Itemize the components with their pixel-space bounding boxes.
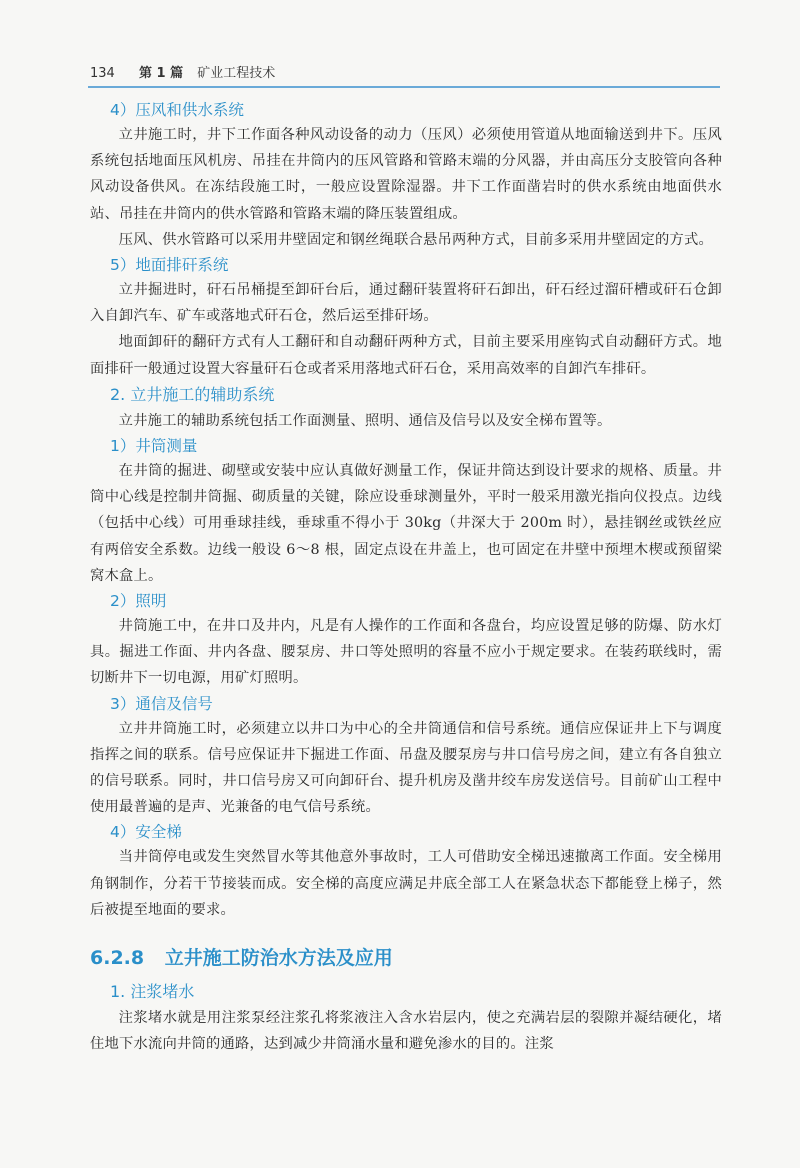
heading-shaft-survey: 1）井筒测量 xyxy=(110,437,198,456)
paragraph: 注浆堵水就是用注浆泵经注浆孔将浆液注入含水岩层内，使之充满岩层的裂隙并凝结硬化，堵住地下水流向井筒的通路，达到减少井筒涌水量和避免渗水的目的。注浆 xyxy=(90,1010,722,1053)
page-content xyxy=(90,98,722,1057)
heading-auxiliary-systems: 2. 立井施工的辅助系统 xyxy=(110,384,275,404)
paragraph: 井筒施工中，在井口及井内，凡是有人操作的工作面和各盘台，均应设置足够的防爆、防水灯具。掘进工作面、井内各盘、腰泵房、井口等处照明的容量不应小于规定要求。在装药联线时，需切断井下一切电源，用矿灯照明。 xyxy=(90,618,722,687)
section-heading xyxy=(90,943,722,973)
paragraph: 立井掘进时，矸石吊桶提至卸矸台后，通过翻矸装置将矸石卸出，矸石经过溜矸槽或矸石仓卸入自卸汽车、矿车或落地式矸石仓，然后运至排矸场。 xyxy=(90,282,722,325)
section-number: 6.2.8 xyxy=(90,947,145,970)
heading-surface-muck-removal: 5）地面排矸系统 xyxy=(110,256,229,275)
heading-grouting: 1. 注浆堵水 xyxy=(110,982,195,1002)
paragraph: 当井筒停电或发生突然冒水等其他意外事故时，工人可借助安全梯迅速撤离工作面。安全梯用角钢制作，分若干节接装而成。安全梯的高度应满足井底全部工人在紧急状态下都能登上梯子，然后被提至地面的要求。 xyxy=(90,849,722,918)
heading-compressed-air-water: 4）压风和供水系统 xyxy=(110,101,244,119)
heading-safety-ladder: 4）安全梯 xyxy=(110,823,182,842)
page-number: 134 xyxy=(90,66,115,81)
part-label: 第 1 篇 xyxy=(138,66,184,81)
paragraph: 压风、供水管路可以采用井壁固定和钢丝绳联合悬吊两种方式，目前多采用井壁固定的方式。 xyxy=(118,231,713,248)
part-title: 矿业工程技术 xyxy=(197,66,276,81)
running-header xyxy=(90,62,720,84)
paragraph: 立井施工的辅助系统包括工作面测量、照明、通信及信号以及安全梯布置等。 xyxy=(118,412,612,429)
paragraph: 地面卸矸的翻矸方式有人工翻矸和自动翻矸两种方式，目前主要采用座钩式自动翻矸方式。地面排矸一般通过设置大容量矸石仓或者采用落地式矸石仓，采用高效率的自卸汽车排矸。 xyxy=(90,334,722,377)
paragraph: 立井井筒施工时，必须建立以井口为中心的全井筒通信和信号系统。通信应保证井上下与调度指挥之间的联系。信号应保证井下掘进工作面、吊盘及腰泵房与井口信号房之间，建立有各自独立的信号联系。同时，井口信号房又可向卸矸台、提升机房及凿井绞车房发送信号。目前矿山工程中使用最普遍的是声、光兼备的电气信号系统。 xyxy=(90,720,722,816)
paragraph: 在井筒的掘进、砌壁或安装中应认真做好测量工作，保证井筒达到设计要求的规格、质量。井筒中心线是控制井筒掘、砌质量的关键，除应设垂球测量外，平时一般采用激光指向仪投点。边线（包括中心线）可用垂球挂线，垂球重不得小于 30kg（井深大于 200m 时），悬挂钢丝或铁丝应有两倍安全系数。边线一般设 6～8 根，固定点设在井盖上，也可固定在井壁中预埋木楔或预留梁窝木盒上。 xyxy=(90,463,722,584)
paragraph: 立井施工时，井下工作面各种风动设备的动力（压风）必须使用管道从地面输送到井下。压风系统包括地面压风机房、吊挂在井筒内的压风管路和管路末端的分风器，并由高压分支胶管向各种风动设备供风。在冻结段施工时，一般应设置除湿器。井下工作面凿岩时的供水系统由地面供水站、吊挂在井筒内的供水管路和管路末端的降压装置组成。 xyxy=(90,127,722,222)
heading-communication-signal: 3）通信及信号 xyxy=(110,694,213,713)
header-rule xyxy=(88,86,720,88)
section-title: 立井施工防治水方法及应用 xyxy=(164,947,393,970)
heading-lighting: 2）照明 xyxy=(110,592,167,611)
